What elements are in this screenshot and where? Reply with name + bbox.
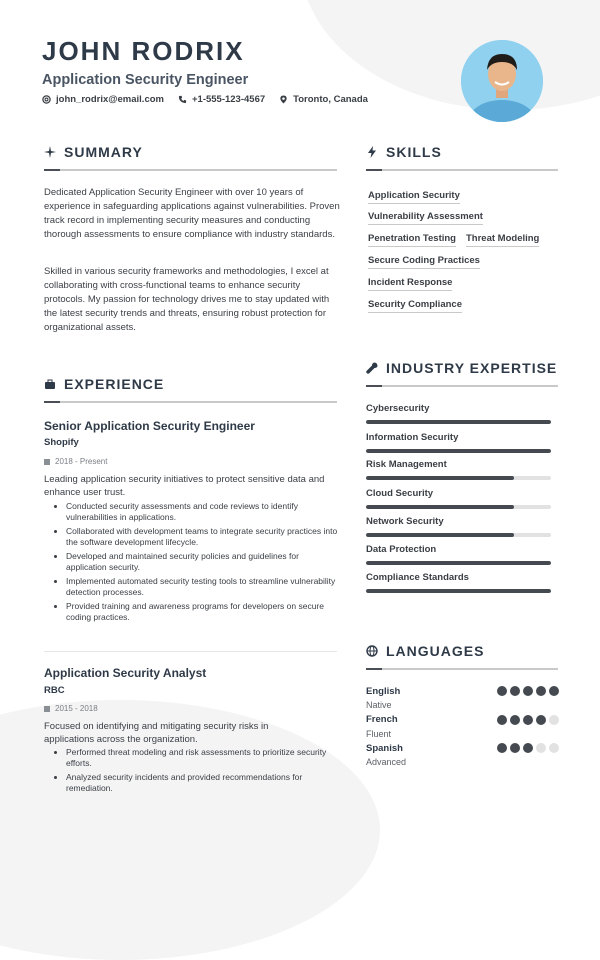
expertise-bar (366, 533, 551, 537)
rating-dot (549, 686, 559, 696)
rating-dot (510, 715, 520, 725)
briefcase-icon (44, 378, 56, 390)
email-text: john_rodrix@email.com (56, 94, 164, 105)
rating-dot (510, 743, 520, 753)
candidate-title: Application Security Engineer (42, 72, 249, 88)
skill-tag: Security Compliance (368, 299, 462, 313)
rating-dot (523, 715, 533, 725)
location-pin-icon (279, 95, 288, 104)
job-dates (44, 457, 107, 466)
lightning-icon (366, 146, 378, 158)
experience-heading (44, 376, 164, 392)
expertise-bar (366, 561, 551, 565)
skills-heading-text: SKILLS (386, 144, 442, 160)
expertise-bar-fill (366, 533, 514, 537)
languages-heading-text: LANGUAGES (386, 643, 485, 659)
expertise-label: Network Security (366, 516, 444, 527)
list-item: • Conducted security assessments and code reviews to identify vulnerabilities in applications. (66, 501, 338, 523)
profile-photo (461, 40, 543, 122)
rating-dot (497, 715, 507, 725)
expertise-label: Cybersecurity (366, 403, 430, 414)
rating-dot (549, 743, 559, 753)
skills-divider (366, 169, 558, 171)
at-icon (42, 95, 51, 104)
expertise-bar-fill (366, 561, 551, 565)
calendar-icon (44, 459, 50, 465)
summary-divider (44, 169, 337, 171)
languages-divider (366, 668, 558, 670)
job-summary: Focused on identifying and mitigating security risks in applications across the organization. (44, 721, 269, 745)
language-level: Fluent (366, 729, 392, 739)
list-item: • Developed and maintained security policies and guidelines for application security. (66, 551, 338, 573)
language-name: English (366, 686, 401, 697)
list-item: • Analyzed security incidents and provided recommendations for remediation. (66, 772, 338, 794)
job-company: Shopify (44, 437, 79, 448)
job-title: Senior Application Security Engineer (44, 419, 255, 433)
expertise-divider (366, 385, 558, 387)
expertise-heading (366, 360, 557, 376)
job-dates-text: 2015 - 2018 (55, 704, 98, 713)
contact-location (279, 94, 368, 105)
calendar-icon (44, 706, 50, 712)
expertise-bar (366, 505, 551, 509)
language-name: French (366, 714, 398, 725)
language-name: Spanish (366, 743, 403, 754)
list-item: • Provided training and awareness programs for developers on secure coding practices. (66, 601, 338, 623)
summary-heading (44, 144, 143, 160)
expertise-bar (366, 420, 551, 424)
skill-tag: Threat Modeling (466, 233, 539, 247)
skill-tag: Secure Coding Practices (368, 255, 480, 269)
summary-paragraph-2: Skilled in various security frameworks and methodologies, I excel at collaborating with cross-functional teams to enhance security protocols. My passion for technology drives me to stay updated with the latest security trends and threats, ensuring robust protection for organizational assets. (44, 266, 330, 333)
expertise-bar (366, 449, 551, 453)
rating-dot (510, 686, 520, 696)
candidate-name: JOHN RODRIX (42, 36, 245, 66)
skill-tag: Vulnerability Assessment (368, 211, 483, 225)
job-bullets (44, 501, 338, 626)
rating-dot (497, 686, 507, 696)
expertise-bar-fill (366, 505, 514, 509)
globe-icon (366, 645, 378, 657)
expertise-label: Risk Management (366, 459, 447, 470)
rating-dot (536, 686, 546, 696)
experience-divider (44, 401, 337, 403)
skills-heading (366, 144, 442, 160)
expertise-bar-fill (366, 449, 551, 453)
skill-tag: Application Security (368, 190, 460, 204)
phone-text: +1-555-123-4567 (191, 94, 266, 105)
expertise-label: Information Security (366, 432, 459, 443)
job-title: Application Security Analyst (44, 666, 207, 680)
expertise-bar-fill (366, 589, 551, 593)
expertise-bar-fill (366, 420, 551, 424)
list-item: • Performed threat modeling and risk assessments to prioritize security efforts. (66, 747, 338, 769)
summary-heading-text: SUMMARY (64, 144, 143, 160)
location-text: Toronto, Canada (293, 94, 368, 105)
expertise-label: Compliance Standards (366, 572, 469, 583)
languages-heading (366, 643, 484, 659)
language-rating (497, 715, 559, 725)
expertise-bar (366, 589, 551, 593)
job-separator (44, 651, 337, 652)
sparkle-icon (44, 146, 56, 158)
phone-icon (178, 95, 187, 104)
rating-dot (536, 715, 546, 725)
summary-paragraph-1: Dedicated Application Security Engineer with over 10 years of experience in safeguarding applications against vulnerabilities. Proven track record in implementing security measures and conducting thorough assessments to ensure compliance with industry standards. (44, 187, 340, 240)
rating-dot (497, 743, 507, 753)
expertise-bar (366, 476, 551, 480)
job-company: RBC (44, 685, 65, 696)
expertise-bar-fill (366, 476, 514, 480)
expertise-heading-text: INDUSTRY EXPERTISE (386, 360, 558, 376)
rating-dot (523, 686, 533, 696)
rating-dot (536, 743, 546, 753)
list-item: • Collaborated with development teams to integrate security practices into the software development lifecycle. (66, 526, 338, 548)
list-item: • Implemented automated security testing tools to streamline vulnerability detection processes. (66, 576, 338, 598)
language-rating (497, 743, 559, 753)
skill-tag: Incident Response (368, 277, 452, 291)
job-bullets (44, 747, 338, 797)
job-summary: Leading application security initiatives to protect sensitive data and enhance user trust. (44, 474, 325, 498)
job-dates-text: 2018 - Present (55, 457, 108, 466)
rating-dot (549, 715, 559, 725)
expertise-label: Cloud Security (366, 488, 434, 499)
contact-bar (42, 94, 368, 105)
language-level: Advanced (366, 757, 407, 767)
language-level: Native (366, 700, 392, 710)
skill-tag: Penetration Testing (368, 233, 456, 247)
wrench-icon (366, 362, 378, 374)
expertise-label: Data Protection (366, 544, 437, 555)
language-rating (497, 686, 559, 696)
job-dates (44, 704, 98, 713)
rating-dot (523, 743, 533, 753)
experience-heading-text: EXPERIENCE (64, 376, 165, 392)
contact-phone[interactable] (178, 94, 265, 105)
contact-email[interactable] (42, 94, 164, 105)
